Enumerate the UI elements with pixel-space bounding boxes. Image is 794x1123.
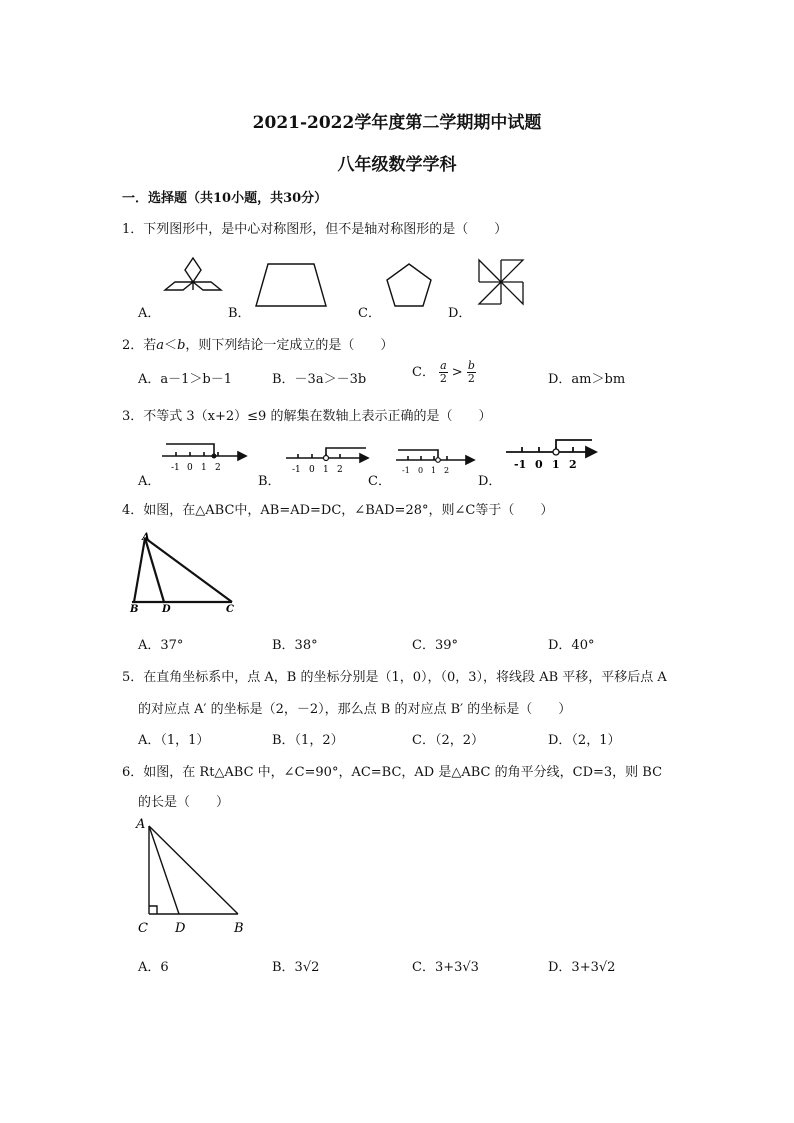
q1-option-d-label: D．	[448, 306, 472, 321]
q3-numberline-a	[158, 438, 248, 478]
q2-fraction-b-over-2: $\frac{b}{2}$	[467, 359, 475, 385]
q2-option-c: C． $\frac{a}{2}$ > $\frac{b}{2}$	[412, 359, 475, 385]
q3b-tick-label: 2	[337, 465, 343, 475]
q5-option-a: A．（1，1）	[138, 733, 210, 748]
page-title: 2021-2022学年度第二学期期中试题	[252, 113, 542, 133]
q6-label-c: C	[138, 921, 148, 936]
question-1-stem: 1．下列图形中，是中心对称图形，但不是轴对称图形的是（ ）	[122, 222, 508, 237]
q3-option-c-label: C．	[368, 474, 391, 489]
q4-label-c: C	[226, 604, 234, 615]
q4-label-a: A	[142, 532, 150, 543]
q6-option-b: B．3√2	[272, 960, 320, 975]
q3d-tick-label: 1	[552, 458, 560, 471]
q1-option-b-label: B．	[228, 306, 251, 321]
q3a-tick-label: -1	[171, 463, 180, 473]
page-subtitle: 八年级数学学科	[337, 155, 457, 175]
q3d-tick-label: 0	[535, 458, 543, 471]
q1-option-a-label: A．	[138, 306, 161, 321]
q2-option-b: B．－3a＞－3b	[272, 372, 367, 387]
q3b-tick-label: 1	[323, 465, 329, 475]
q4-label-b: B	[130, 604, 139, 615]
question-5-line-2: 的对应点 A′ 的坐标是（2，－2），那么点 B 的对应点 B′ 的坐标是（ ）	[138, 702, 572, 717]
q4-triangle-figure	[128, 530, 238, 614]
q3-option-b-label: B．	[258, 474, 281, 489]
q3a-tick-label: 0	[187, 463, 193, 473]
q3c-tick-label: 1	[431, 466, 437, 475]
q1-figure-b-trapezoid	[254, 262, 330, 308]
q3-numberline-c	[394, 446, 480, 478]
q6-label-a: A	[136, 817, 146, 832]
q3d-tick-label: -1	[514, 458, 527, 471]
q2-option-d: D．am＞bm	[548, 372, 626, 387]
section-heading: 一．选择题（共10小题，共30分）	[122, 191, 328, 206]
q1-figure-d-pinwheel	[477, 256, 531, 310]
q3-option-d-label: D．	[478, 474, 502, 489]
q3b-tick-label: 0	[309, 465, 315, 475]
q4-option-b: B．38°	[272, 638, 318, 653]
q3-numberline-d	[504, 434, 598, 478]
q3-option-a-label: A．	[138, 474, 161, 489]
question-3-stem: 3．不等式 3（x+2）≤9 的解集在数轴上表示正确的是（ ）	[122, 409, 492, 424]
q3c-tick-label: 0	[418, 466, 424, 475]
q3-numberline-b	[284, 442, 374, 478]
q1-figure-a-rhombus-pattern	[163, 256, 225, 308]
q5-option-c: C．（2，2）	[412, 733, 484, 748]
q3c-tick-label: 2	[444, 466, 450, 475]
q4-option-a: A．37°	[138, 638, 184, 653]
q4-label-d: D	[162, 604, 171, 615]
q1-figure-c-pentagon	[384, 262, 434, 308]
q1-option-c-label: C．	[358, 306, 381, 321]
q3b-tick-label: -1	[292, 465, 301, 475]
q4-option-c: C．39°	[412, 638, 458, 653]
q6-option-c: C．3+3√3	[412, 960, 479, 975]
question-6-line-1: 6．如图，在 Rt△ABC 中，∠C=90°，AC=BC，AD 是△ABC 的角平分线，CD=3，则 BC	[122, 765, 663, 780]
q4-option-d: D．40°	[548, 638, 595, 653]
question-5-line-1: 5．在直角坐标系中，点 A，B 的坐标分别是（1，0），（0，3），将线段 AB 平移，平移后点 A	[122, 670, 667, 685]
q6-label-d: D	[175, 921, 186, 936]
q5-option-b: B．（1，2）	[272, 733, 344, 748]
q2-option-a: A．a－1＞b－1	[138, 372, 233, 387]
q6-option-a: A．6	[138, 960, 169, 975]
q3a-tick-label: 2	[215, 463, 221, 473]
q6-right-triangle-figure	[134, 816, 254, 938]
q3c-tick-label: -1	[402, 466, 410, 475]
q5-option-d: D．（2，1）	[548, 733, 621, 748]
q6-label-b: B	[234, 921, 244, 936]
q6-option-d: D．3+3√2	[548, 960, 616, 975]
question-2-stem: 2．若a＜b，则下列结论一定成立的是（ ）	[122, 338, 394, 353]
question-4-stem: 4．如图，在△ABC中，AB=AD=DC，∠BAD=28°，则∠C等于（ ）	[122, 503, 554, 518]
q3d-tick-label: 2	[569, 458, 577, 471]
q2-fraction-a-over-2: $\frac{a}{2}$	[439, 359, 447, 385]
question-6-line-2: 的长是（ ）	[138, 795, 230, 810]
q3a-tick-label: 1	[201, 463, 207, 473]
